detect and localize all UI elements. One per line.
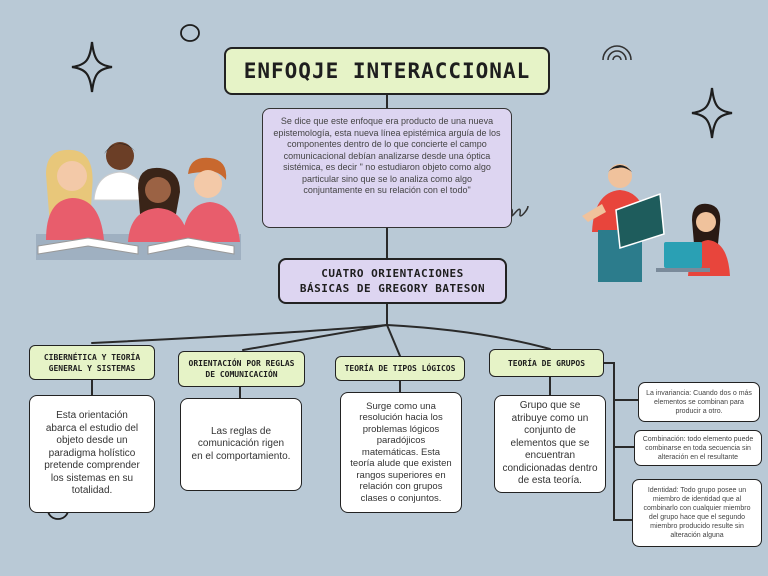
sparkle-star-icon: [70, 40, 114, 94]
circle-doodle-icon: [178, 22, 202, 44]
students-reading-illustration: [28, 130, 248, 265]
group-property-invariance: La invariancia: Cuando dos o más elementos se combinan para producir a otro.: [638, 382, 760, 422]
category-cybernetics-card: Esta orientación abarca el estudio del objeto desde un paradigma holístico pretende comprender los sistemas en su totalidad.: [29, 395, 155, 513]
teacher-student-illustration: [568, 160, 740, 285]
category-logical-types-title: TEORÍA DE TIPOS LÓGICOS: [335, 356, 465, 381]
group-property-identity: Identidad: Todo grupo posee un miembro de identidad que al combinarlo con cualquier miembro del grupo hace que el segundo miembro producido resulte sin alteración alguna: [632, 479, 762, 547]
orientations-header: [278, 258, 507, 304]
sparkle-star-icon: [690, 86, 734, 140]
rainbow-arc-icon: [600, 40, 634, 62]
diagram-title: ENFOQJE INTERACCIONAL: [224, 47, 550, 95]
group-property-combination: Combinación: todo elemento puede combinarse en toda secuencia sin alteración en el resultante: [634, 430, 762, 466]
category-group-theory-card: Grupo que se atribuye como un conjunto de elementos que se encuentran condicionadas dentro de esta teoría.: [494, 395, 606, 493]
description-box: Se dice que este enfoque era producto de una nueva epistemología, esta nueva línea epistémica arguía de los componentes dentro de lo que concierte el campo comunicacional debían analizarse desde una óptica sistémica, es decir " no estudiaron objeto como algo particular sino que se lo analiza como algo conjuntamente en su relación con el todo": [262, 108, 512, 228]
category-communication-rules-title: ORIENTACIÓN POR REGLAS DE COMUNICACIÓN: [178, 351, 305, 387]
category-cybernetics-title: CIBERNÉTICA Y TEORÍA GENERAL Y SISTEMAS: [29, 345, 155, 380]
category-communication-rules-card: Las reglas de comunicación rigen en el comportamiento.: [180, 398, 302, 491]
category-logical-types-card: Surge como una resolución hacia los problemas lógicos paradójicos matemáticas. Esta teoría alude que existen rangos superiores en relación con grupos clases o conjuntos.: [340, 392, 462, 513]
category-group-theory-title: TEORÍA DE GRUPOS: [489, 349, 604, 377]
orientations-line-1: CUATRO ORIENTACIONES: [321, 267, 464, 280]
orientations-line-2: BÁSICAS DE GREGORY BATESON: [299, 282, 486, 295]
